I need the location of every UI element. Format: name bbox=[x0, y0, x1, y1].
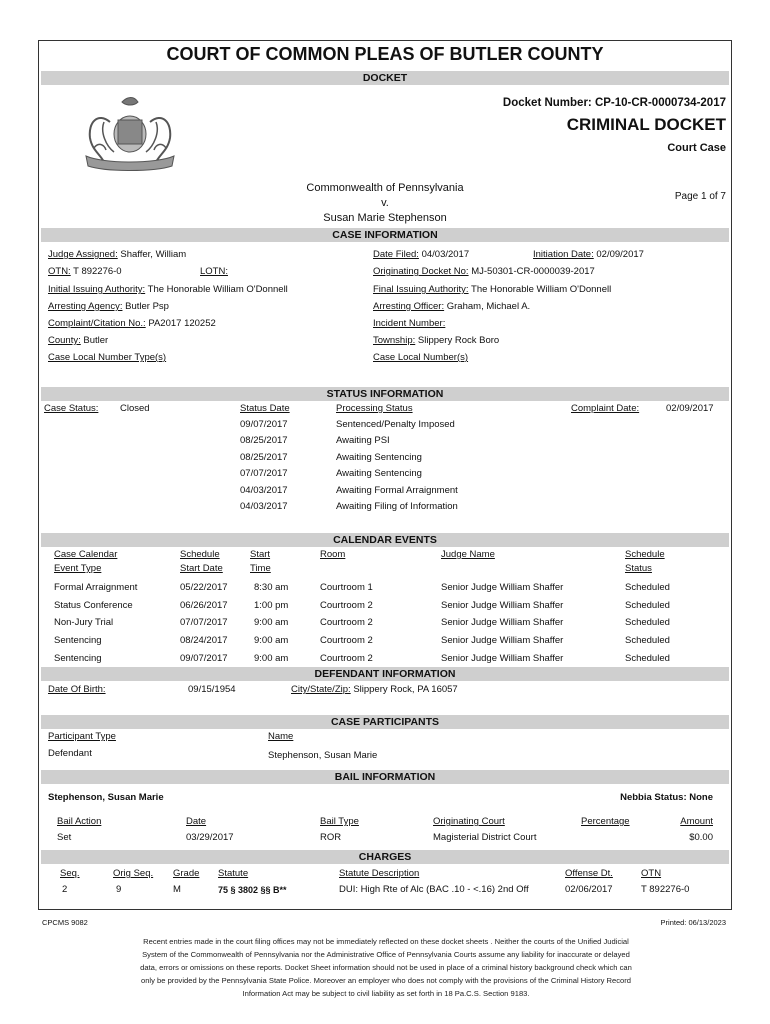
bail-type-header: Bail Type bbox=[320, 816, 359, 827]
incident-number: Incident Number: bbox=[373, 318, 446, 329]
otn: OTN: T 892276-0 bbox=[48, 266, 122, 277]
status-row: 07/07/2017 bbox=[240, 468, 288, 479]
charge-grade: M bbox=[173, 884, 181, 895]
charge-seq: 2 bbox=[62, 884, 68, 895]
bail-action: Set bbox=[57, 832, 72, 843]
versus: v. bbox=[381, 197, 389, 209]
participant-name-header: Name bbox=[268, 731, 294, 742]
grade-header: Grade bbox=[173, 868, 200, 879]
lotn: LOTN: bbox=[200, 266, 228, 277]
cal-date: 08/24/2017 bbox=[180, 635, 228, 646]
charge-statute: 75 § 3802 §§ B** bbox=[218, 885, 287, 895]
cal-room: Courtroom 2 bbox=[320, 653, 373, 664]
cal-header-start: Start bbox=[250, 549, 271, 560]
participant-name: Stephenson, Susan Marie bbox=[268, 750, 378, 761]
participant-type: Defendant bbox=[48, 748, 92, 759]
final-issuing-authority: Final Issuing Authority: The Honorable William O'Donnell bbox=[373, 284, 612, 295]
cal-status: Scheduled bbox=[625, 600, 670, 611]
cal-status: Scheduled bbox=[625, 635, 670, 646]
cal-time: 8:30 am bbox=[254, 582, 289, 593]
status-row-text: Sentenced/Penalty Imposed bbox=[336, 419, 455, 430]
cal-header-event: Case Calendar bbox=[54, 549, 118, 560]
processing-status-header: Processing Status bbox=[336, 403, 413, 414]
status-row-text: Awaiting Sentencing bbox=[336, 452, 422, 463]
cal-date: 06/26/2017 bbox=[180, 600, 228, 611]
amount-header: Amount bbox=[680, 816, 713, 827]
cal-event: Non-Jury Trial bbox=[54, 617, 114, 628]
cal-room: Courtroom 2 bbox=[320, 600, 373, 611]
cal-judge: Senior Judge William Shaffer bbox=[441, 635, 564, 646]
statute-header: Statute bbox=[218, 868, 249, 879]
charge-offense-date: 02/06/2017 bbox=[565, 884, 613, 895]
cal-header-judge: Judge Name bbox=[441, 549, 495, 560]
case-participants-band: CASE PARTICIPANTS bbox=[41, 715, 729, 729]
cal-time: 9:00 am bbox=[254, 617, 289, 628]
county: County: Butler bbox=[48, 335, 109, 346]
cal-date: 07/07/2017 bbox=[180, 617, 228, 628]
cal-event: Sentencing bbox=[54, 653, 102, 664]
cal-status: Scheduled bbox=[625, 617, 670, 628]
otn-header: OTN bbox=[641, 868, 662, 879]
case-local-number-type: Case Local Number Type(s) bbox=[48, 352, 167, 363]
bail-type: ROR bbox=[320, 832, 342, 843]
printed-date: Printed: 06/13/2023 bbox=[660, 918, 726, 927]
cal-event: Formal Arraignment bbox=[54, 582, 138, 593]
disclaimer-line: Information Act may be subject to civil liability as set forth in 18 Pa.C.S. Section 9183. bbox=[242, 989, 530, 998]
bail-amount: $0.00 bbox=[689, 832, 713, 843]
participant-type-header: Participant Type bbox=[48, 731, 116, 742]
cal-date: 05/22/2017 bbox=[180, 582, 228, 593]
bail-information-band: BAIL INFORMATION bbox=[41, 770, 729, 784]
cal-header-room: Room bbox=[320, 549, 346, 560]
status-row: 04/03/2017 bbox=[240, 501, 288, 512]
case-information-band: CASE INFORMATION bbox=[41, 228, 729, 242]
page-number: Page 1 of 7 bbox=[674, 191, 726, 202]
cal-event: Status Conference bbox=[54, 600, 133, 611]
status-row-text: Awaiting PSI bbox=[336, 435, 390, 446]
cal-header-event-2: Event Type bbox=[54, 563, 102, 574]
initiation-date: Initiation Date: 02/09/2017 bbox=[533, 249, 644, 260]
cal-judge: Senior Judge William Shaffer bbox=[441, 653, 564, 664]
city-state-zip: City/State/Zip: Slippery Rock, PA 16057 bbox=[291, 684, 458, 695]
cal-judge: Senior Judge William Shaffer bbox=[441, 582, 564, 593]
cal-event: Sentencing bbox=[54, 635, 102, 646]
status-information-band: STATUS INFORMATION bbox=[41, 387, 729, 401]
cal-room: Courtroom 2 bbox=[320, 617, 373, 628]
arresting-officer: Arresting Officer: Graham, Michael A. bbox=[373, 301, 531, 312]
status-row: 08/25/2017 bbox=[240, 435, 288, 446]
arresting-agency: Arresting Agency: Butler Psp bbox=[48, 301, 169, 312]
complaint-date-label: Complaint Date: bbox=[571, 403, 640, 414]
bail-date: 03/29/2017 bbox=[186, 832, 234, 843]
complaint-date-value: 02/09/2017 bbox=[666, 403, 714, 414]
cal-time: 9:00 am bbox=[254, 653, 289, 664]
charge-otn: T 892276-0 bbox=[641, 884, 690, 895]
charges-band: CHARGES bbox=[41, 850, 729, 864]
docket-band: DOCKET bbox=[41, 71, 729, 85]
status-date-header: Status Date bbox=[240, 403, 290, 414]
case-status-label: Case Status: bbox=[44, 403, 99, 414]
docket-number: Docket Number: CP-10-CR-0000734-2017 bbox=[502, 97, 726, 109]
seq-header: Seq. bbox=[60, 868, 80, 879]
originating-court-header: Originating Court bbox=[433, 816, 505, 827]
status-row: 08/25/2017 bbox=[240, 452, 288, 463]
charge-description: DUI: High Rte of Alc (BAC .10 - <.16) 2nd Off bbox=[339, 884, 529, 895]
disclaimer-line: data, errors or omissions on these reports. Docket Sheet information should not be used in place of a criminal history background check which can bbox=[140, 963, 632, 972]
bail-person: Stephenson, Susan Marie bbox=[48, 792, 164, 803]
status-row-text: Awaiting Formal Arraignment bbox=[336, 485, 458, 496]
cal-judge: Senior Judge William Shaffer bbox=[441, 600, 564, 611]
cal-header-status-2: Status bbox=[625, 563, 652, 574]
complaint-number: Complaint/Citation No.: PA2017 120252 bbox=[48, 318, 216, 329]
disclaimer bbox=[80, 935, 692, 1000]
status-row-text: Awaiting Filing of Information bbox=[336, 501, 458, 512]
pennsylvania-seal bbox=[74, 92, 186, 178]
disclaimer-line: System of the Commonwealth of Pennsylvania nor the Administrative Office of Pennsylvania Courts assume any liability for inaccurate or delayed bbox=[142, 950, 630, 959]
bail-action-header: Bail Action bbox=[57, 816, 102, 827]
plaintiff: Commonwealth of Pennsylvania bbox=[306, 182, 464, 194]
cal-header-schedule-2: Start Date bbox=[180, 563, 223, 574]
court-case-label: Court Case bbox=[667, 142, 726, 154]
cal-time: 9:00 am bbox=[254, 635, 289, 646]
nebbia-status: Nebbia Status: None bbox=[620, 792, 713, 803]
cal-header-schedule: Schedule bbox=[180, 549, 220, 560]
originating-court: Magisterial District Court bbox=[433, 832, 537, 843]
dob-label: Date Of Birth: bbox=[48, 684, 106, 695]
cal-header-start-2: Time bbox=[250, 563, 271, 574]
disclaimer-line: only be provided by the Pennsylvania State Police. Moreover an employer who does not comply with the provisions of the Criminal History Record bbox=[140, 976, 632, 985]
date-filed: Date Filed: 04/03/2017 bbox=[373, 249, 470, 260]
cal-date: 09/07/2017 bbox=[180, 653, 228, 664]
disclaimer-line: Recent entries made in the court filing offices may not be immediately reflected on these docket sheets . Neither the courts of the Unified Judicial bbox=[143, 937, 629, 946]
criminal-docket-title: CRIMINAL DOCKET bbox=[566, 115, 726, 134]
case-status-value: Closed bbox=[120, 403, 150, 414]
defendant-caption: Susan Marie Stephenson bbox=[323, 212, 447, 224]
statute-description-header: Statute Description bbox=[339, 868, 420, 879]
status-row: 09/07/2017 bbox=[240, 419, 288, 430]
bail-date-header: Date bbox=[186, 816, 207, 827]
defendant-information-band: DEFENDANT INFORMATION bbox=[41, 667, 729, 681]
percentage-header: Percentage bbox=[581, 816, 630, 827]
cal-room: Courtroom 1 bbox=[320, 582, 373, 593]
cal-status: Scheduled bbox=[625, 653, 670, 664]
township: Township: Slippery Rock Boro bbox=[373, 335, 500, 346]
dob-value: 09/15/1954 bbox=[188, 684, 236, 695]
case-caption bbox=[230, 181, 540, 226]
status-row-text: Awaiting Sentencing bbox=[336, 468, 422, 479]
judge-assigned: Judge Assigned: Shaffer, William bbox=[48, 249, 187, 260]
calendar-events-band: CALENDAR EVENTS bbox=[41, 533, 729, 547]
form-number: CPCMS 9082 bbox=[42, 918, 88, 927]
offense-date-header: Offense Dt. bbox=[565, 868, 613, 879]
cal-time: 1:00 pm bbox=[254, 600, 289, 611]
cal-status: Scheduled bbox=[625, 582, 670, 593]
status-row: 04/03/2017 bbox=[240, 485, 288, 496]
orig-seq-header: Orig Seq. bbox=[113, 868, 154, 879]
cal-header-status: Schedule bbox=[625, 549, 665, 560]
originating-docket: Originating Docket No: MJ-50301-CR-0000039-2017 bbox=[373, 266, 595, 277]
initial-issuing-authority: Initial Issuing Authority: The Honorable William O'Donnell bbox=[48, 284, 288, 295]
cal-room: Courtroom 2 bbox=[320, 635, 373, 646]
charge-orig-seq: 9 bbox=[116, 884, 122, 895]
cal-judge: Senior Judge William Shaffer bbox=[441, 617, 564, 628]
case-local-numbers: Case Local Number(s) bbox=[373, 352, 469, 363]
court-title: COURT OF COMMON PLEAS OF BUTLER COUNTY bbox=[166, 44, 604, 64]
